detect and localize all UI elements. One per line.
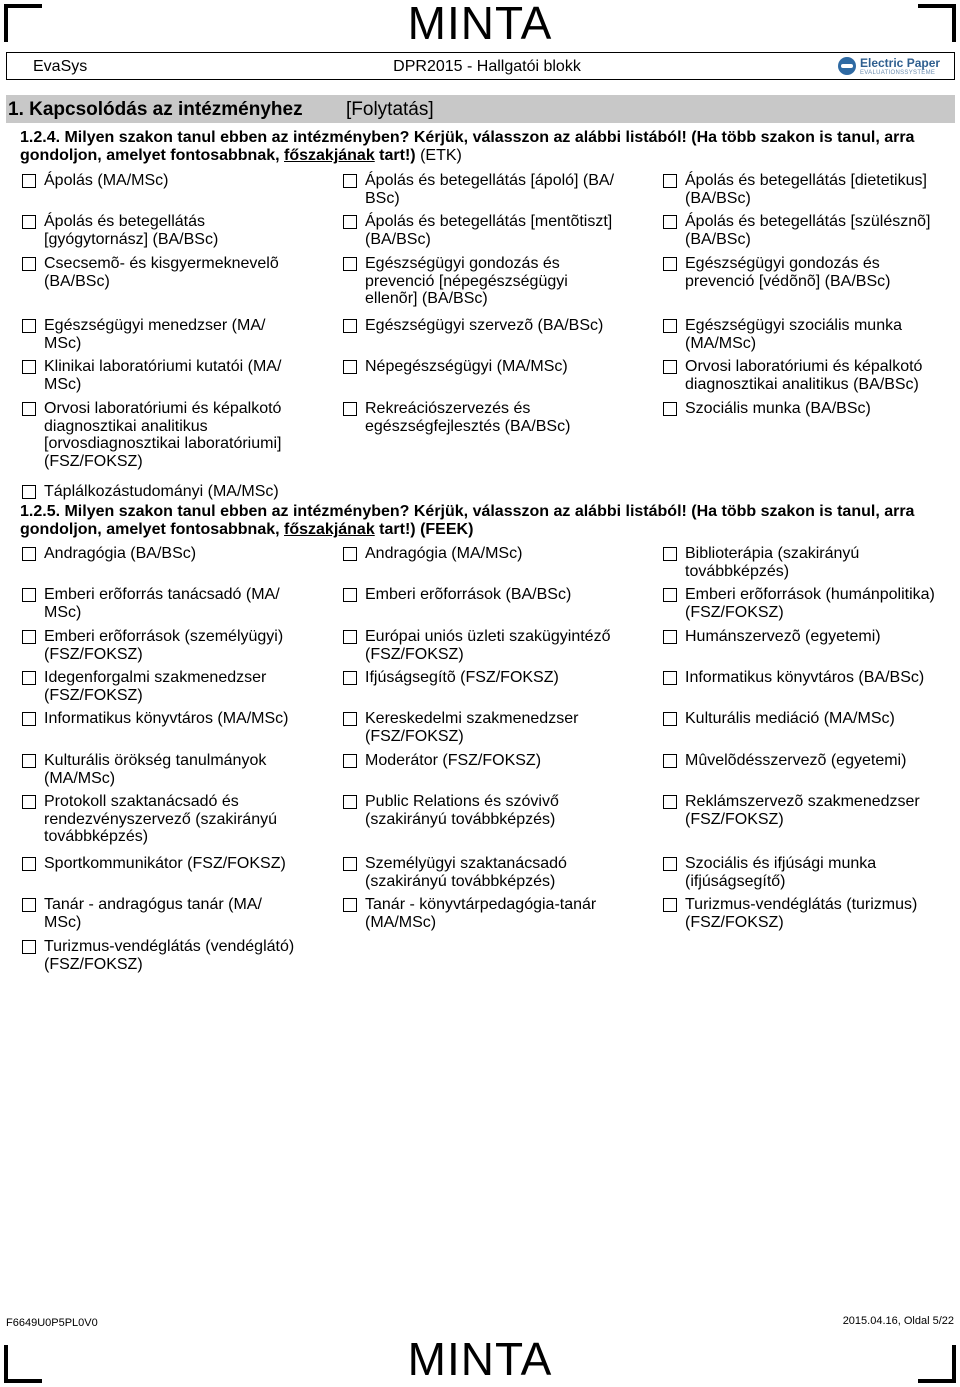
option-label: Turizmus-vendéglátás (turizmus) (FSZ/FOKSZ) — [685, 896, 918, 931]
checkbox[interactable] — [343, 402, 357, 416]
option-label: Ápolás és betegellátás [gyógytornász] (BA/BSc) — [44, 213, 219, 248]
checkbox[interactable] — [663, 174, 677, 188]
option-label: Egészségügyi szociális munka (MA/MSc) — [685, 317, 902, 352]
option-label: Egészségügyi gondozás és prevenció [népegészségügyi ellenõr] (BA/BSc) — [365, 255, 568, 307]
option-label: Protokoll szaktanácsadó és rendezvényszervező (szakirányú továbbképzés) — [44, 793, 277, 845]
checkbox[interactable] — [663, 671, 677, 685]
checkbox[interactable] — [343, 174, 357, 188]
option-label: Andragógia (BA/BSc) — [44, 545, 197, 562]
header-app-name: EvaSys — [33, 58, 88, 75]
checkbox[interactable] — [663, 257, 677, 271]
checkbox[interactable] — [343, 319, 357, 333]
option-label: Táplálkozástudományi (MA/MSc) — [44, 483, 279, 500]
option-label: Mûvelõdésszervezõ (egyetemi) — [685, 752, 907, 769]
option-label: Sportkommunikátor (FSZ/FOKSZ) — [44, 855, 286, 872]
section-title: 1. Kapcsolódás az intézményhez — [8, 99, 303, 120]
option-label: Egészségügyi gondozás és prevenció [védõnõ] (BA/BSc) — [685, 255, 891, 290]
checkbox[interactable] — [343, 712, 357, 726]
option-label: Informatikus könyvtáros (MA/MSc) — [44, 710, 289, 727]
option-label: Kulturális mediáció (MA/MSc) — [685, 710, 895, 727]
option-label: Emberi erõforrások (BA/BSc) — [365, 586, 572, 603]
option-label: Ifjúságsegítõ (FSZ/FOKSZ) — [365, 669, 559, 686]
question-text: 1.2.4. Milyen szakon tanul ebben az intézményben? Kérjük, válasszon az alábbi listából! (Ha több szakon is tanul, arra gondoljon, amelyet fontosabbnak, — [20, 129, 915, 164]
checkbox[interactable] — [343, 257, 357, 271]
checkbox[interactable] — [22, 402, 36, 416]
checkbox[interactable] — [22, 857, 36, 871]
checkbox[interactable] — [22, 485, 36, 499]
option-label: Public Relations és szóvivő (szakirányú továbbképzés) — [365, 793, 559, 828]
checkbox[interactable] — [343, 547, 357, 561]
checkbox[interactable] — [663, 360, 677, 374]
option-label: Ápolás és betegellátás [dietetikus] (BA/BSc) — [685, 172, 927, 207]
footer-form-code: F6649U0P5PL0V0 — [6, 1317, 98, 1329]
watermark-bottom: MINTA — [407, 1333, 553, 1385]
checkbox[interactable] — [343, 898, 357, 912]
option-label: Ápolás (MA/MSc) — [44, 172, 169, 189]
option-label: Csecsemõ- és kisgyermeknevelõ (BA/BSc) — [44, 255, 279, 290]
watermark-top: MINTA — [407, 0, 553, 49]
checkbox[interactable] — [22, 712, 36, 726]
checkbox[interactable] — [663, 319, 677, 333]
option-label: Idegenforgalmi szakmenedzser (FSZ/FOKSZ) — [44, 669, 267, 704]
checkbox[interactable] — [22, 319, 36, 333]
question-text-end: tart!) (FEEK) — [374, 521, 474, 538]
footer-date-page: 2015.04.16, Oldal 5/22 — [842, 1315, 954, 1327]
option-label: Humánszervezõ (egyetemi) — [685, 628, 881, 645]
checkbox[interactable] — [663, 898, 677, 912]
checkbox[interactable] — [22, 588, 36, 602]
checkbox[interactable] — [22, 795, 36, 809]
option-label: Andragógia (MA/MSc) — [365, 545, 523, 562]
option-label: Klinikai laboratóriumi kutatói (MA/ MSc) — [44, 358, 282, 393]
option-label: Személyügyi szaktanácsadó (szakirányú továbbképzés) — [365, 855, 567, 890]
checkbox[interactable] — [663, 402, 677, 416]
option-label: Ápolás és betegellátás [ápoló] (BA/ BSc) — [365, 172, 615, 207]
checkbox[interactable] — [22, 215, 36, 229]
checkbox[interactable] — [343, 360, 357, 374]
checkbox[interactable] — [663, 712, 677, 726]
option-label: Szociális és ifjúsági munka (ifjúságsegítő) — [685, 855, 877, 890]
form-header — [6, 52, 955, 80]
option-label: Kereskedelmi szakmenedzser (FSZ/FOKSZ) — [365, 710, 579, 745]
electric-paper-logo — [838, 55, 948, 77]
checkbox[interactable] — [22, 940, 36, 954]
checkbox[interactable] — [22, 898, 36, 912]
checkbox[interactable] — [22, 671, 36, 685]
checkbox[interactable] — [22, 630, 36, 644]
checkbox[interactable] — [663, 754, 677, 768]
checkbox[interactable] — [22, 257, 36, 271]
checkbox[interactable] — [343, 795, 357, 809]
checkbox[interactable] — [663, 857, 677, 871]
option-label: Orvosi laboratóriumi és képalkotó diagnosztikai analitikus [orvosdiagnosztikai laboratóriumi] (FSZ/FOKSZ) — [44, 400, 282, 470]
question-text: 1.2.5. Milyen szakon tanul ebben az intézményben? Kérjük, válasszon az alábbi listából! (Ha több szakon is tanul, arra gondoljon, amelyet fontosabbnak, — [20, 503, 915, 538]
option-label: Ápolás és betegellátás [szülésznõ] (BA/BSc) — [685, 213, 931, 248]
option-label: Orvosi laboratóriumi és képalkotó diagnosztikai analitikus (BA/BSc) — [685, 358, 923, 393]
logo-subtitle: EVALUATIONSSYSTEME — [860, 69, 936, 76]
checkbox[interactable] — [22, 547, 36, 561]
option-label: Informatikus könyvtáros (BA/BSc) — [685, 669, 925, 686]
question-underlined: főszakjának — [284, 147, 375, 164]
header-form-title: DPR2015 - Hallgatói blokk — [393, 58, 581, 75]
question-1-2-4 — [20, 129, 950, 165]
option-label: Tanár - könyvtárpedagógia-tanár (MA/MSc) — [365, 896, 597, 931]
option-label: Tanár - andragógus tanár (MA/ MSc) — [44, 896, 262, 931]
question-1-2-5 — [20, 503, 950, 539]
question-underlined: főszakjának — [284, 521, 375, 538]
option-label: Rekreációszervezés és egészségfejlesztés (BA/BSc) — [365, 400, 571, 435]
section-header — [6, 95, 955, 123]
option-label: Európai uniós üzleti szakügyintéző (FSZ/FOKSZ) — [365, 628, 611, 663]
option-label: Emberi erõforrások (humánpolitika) (FSZ/FOKSZ) — [685, 586, 935, 621]
logo-icon — [838, 57, 856, 75]
checkbox[interactable] — [343, 588, 357, 602]
option-label: Biblioterápia (szakirányú továbbképzés) — [685, 545, 860, 580]
option-label: Népegészségügyi (MA/MSc) — [365, 358, 568, 375]
option-label: Emberi erõforrások (személyügyi) (FSZ/FOKSZ) — [44, 628, 284, 663]
option-label: Szociális munka (BA/BSc) — [685, 400, 871, 417]
question-suffix: (ETK) — [415, 147, 462, 164]
checkbox[interactable] — [663, 630, 677, 644]
checkbox[interactable] — [663, 215, 677, 229]
option-label: Turizmus-vendéglátás (vendéglátó) (FSZ/FOKSZ) — [44, 938, 295, 973]
checkbox[interactable] — [343, 671, 357, 685]
option-label: Ápolás és betegellátás [mentõtiszt] (BA/BSc) — [365, 213, 613, 248]
checkbox[interactable] — [343, 630, 357, 644]
checkbox[interactable] — [22, 754, 36, 768]
checkbox[interactable] — [663, 547, 677, 561]
checkbox[interactable] — [22, 360, 36, 374]
option-label: Egészségügyi szervezõ (BA/BSc) — [365, 317, 604, 334]
option-label: Moderátor (FSZ/FOKSZ) — [365, 752, 542, 769]
option-label: Emberi erõforrás tanácsadó (MA/ MSc) — [44, 586, 280, 621]
checkbox[interactable] — [343, 754, 357, 768]
option-label: Egészségügyi menedzser (MA/ MSc) — [44, 317, 266, 352]
checkbox[interactable] — [343, 215, 357, 229]
question-text-end: tart!) — [374, 147, 416, 164]
option-label: Kulturális örökség tanulmányok (MA/MSc) — [44, 752, 267, 787]
checkbox[interactable] — [22, 174, 36, 188]
section-continued: [Folytatás] — [346, 99, 434, 120]
checkbox[interactable] — [663, 795, 677, 809]
checkbox[interactable] — [663, 588, 677, 602]
logo-name: Electric Paper — [860, 55, 941, 70]
checkbox[interactable] — [343, 857, 357, 871]
option-label: Reklámszervezõ szakmenedzser (FSZ/FOKSZ) — [685, 793, 920, 828]
